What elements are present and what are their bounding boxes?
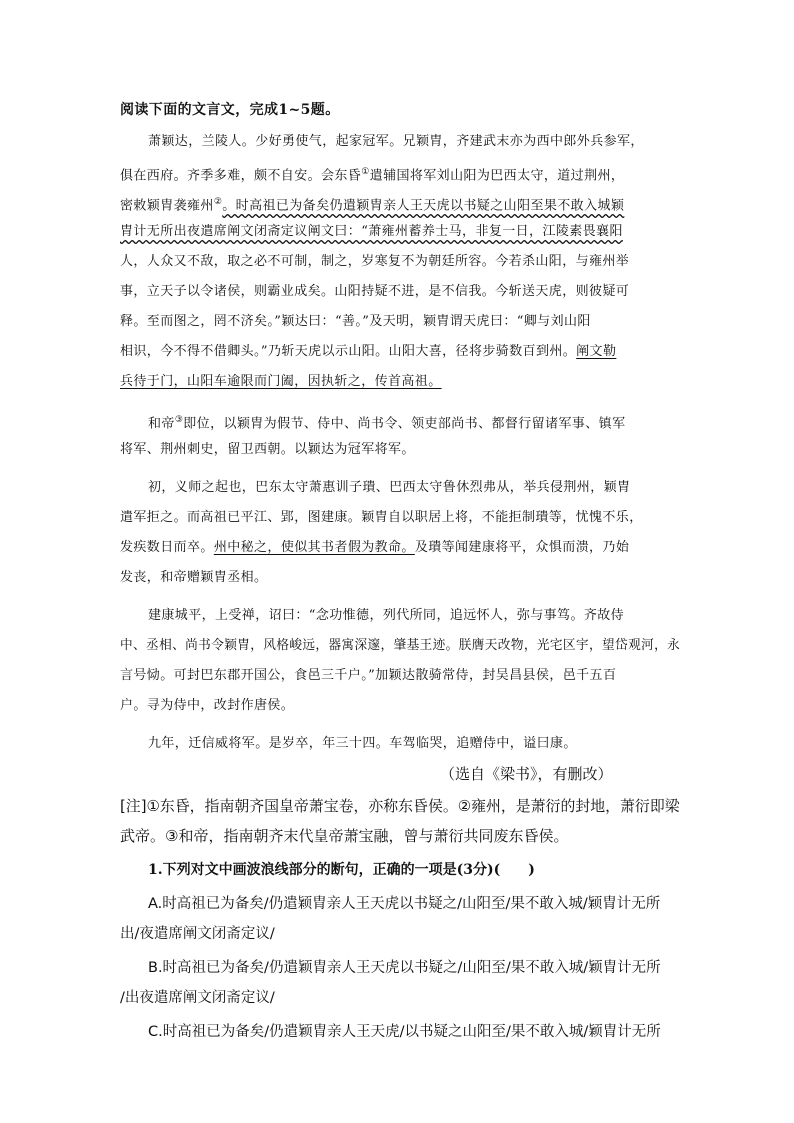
option-a-line1: A.时高祖已为备矣/仍遣颖胄亲人王天虎以书疑之/山阳至/果不敢入城/颖胄计无所 — [148, 896, 661, 912]
option-c-line1: C.时高祖已为备矣/仍遣颖胄亲人王天虎/以书疑之山阳至/果不敢入城/颖胄计无所 — [148, 1024, 661, 1040]
para1-line7: 释。至而图之，罔不济矣。”颖达曰：“善。”及天明，颖胄谓天虎曰：“卿与刘山阳 — [120, 314, 591, 329]
para4-line4: 户。寻为侍中，改封作唐侯。 — [120, 698, 295, 713]
para3-line3: 发疾数日而卒。州中秘之，使似其书者假为教命。及璝等闻建康将平，众惧而溃，乃始 — [120, 540, 630, 555]
para1-line8: 相识，今不得不借卿头。”乃斩天虎以示山阳。山阳大喜，径将步骑数百到州。阐文勒 — [120, 344, 617, 359]
para1-line4: 胄计无所出夜遣席阐文闭斋定议阐文曰：“萧雍州蓄养士马，非复一日，江陵素畏襄阳 — [120, 224, 623, 239]
para1-line3: 密敕颖胄袭雍州②。时高祖已为备矣仍遣颖胄亲人王天虎以书疑之山阳至果不敢入城颖 — [120, 197, 625, 214]
para1-line5: 人，人众又不敌，取之必不可制，制之，岁寒复不为朝廷所容。今若杀山阳，与雍州举 — [120, 254, 630, 269]
option-b-line1: B.时高祖已为备矣/仍遣颖胄亲人王天虎以书疑之/山阳至/果不敢入城/颖胄计无所 — [148, 960, 661, 976]
para4-line2: 中、丞相、尚书令颖胄，风格峻远，器寓深邃，肇基王迹。朕膺天改物，光宅区宇，望岱观河，永 — [120, 638, 681, 653]
para4-line1: 建康城平，上受禅，诏曰：“念功惟德，列代所同，追远怀人，弥与事笃。齐故侍 — [148, 608, 625, 623]
underlined-text: 州中秘之，使似其书者假为教命。 — [213, 540, 415, 555]
para2-line1: 和帝③即位，以颖胄为假节、侍中、尚书令、领吏部尚书、都督行留诸军事、镇军 — [148, 415, 626, 432]
para4-line3: 言号恸。可封巴东郡开国公，食邑三千户。”加颖达散骑常侍，封吴昌县侯，邑千五百 — [120, 668, 617, 683]
para3-line4: 发丧，和帝赠颖胄丞相。 — [120, 570, 268, 585]
para3-line1: 初，义师之起也，巴东太守萧惠训子璝、巴西太守鲁休烈弗从，举兵侵荆州，颖胄 — [148, 480, 631, 495]
notes-line1: [注]①东昏，指南朝齐国皇帝萧宝卷，亦称东昏侯。②雍州，是萧衍的封地，萧衍即梁 — [120, 797, 680, 815]
footnote-ref: ① — [361, 167, 370, 177]
para1-line6: 事，立天子以令诸侯，则霸业成矣。山阳持疑不进，是不信我。今斩送天虎，则彼疑可 — [120, 284, 630, 299]
option-b-line2: /出夜遣席阐文闭斋定议/ — [120, 990, 275, 1006]
section-heading: 阅读下面的文言文，完成1~5题。 — [120, 102, 340, 118]
footnote-ref: ② — [213, 197, 223, 207]
para2-line2: 将军、荆州刺史，留卫西朝。以颖达为冠军将军。 — [120, 442, 415, 457]
source-citation: （选自《梁书》，有删改） — [440, 765, 613, 783]
wavy-underlined-text: 。时高祖已为备矣仍遣颖胄亲人王天虎以书疑之山阳至果不敢入城颖 — [222, 198, 625, 214]
notes-line2: 武帝。③和帝，指南朝齐末代皇帝萧宝融，曾与萧衍共同废东昏侯。 — [120, 827, 569, 845]
para1-line9: 兵待于门，山阳车逾限而门阖，因执斩之，传首高祖。 — [120, 374, 442, 389]
question-1: 1.下列对文中画波浪线部分的断句，正确的一项是(3分)( ) — [148, 862, 535, 878]
para1-line1: 萧颖达，兰陵人。少好勇使气，起家冠军。兄颖胄，齐建武末亦为西中郎外兵参军， — [148, 134, 644, 149]
para1-line2: 俱在西府。齐季多难，颇不自安。会东昏①遣辅国将军刘山阳为巴西太守，道过荆州， — [120, 167, 625, 184]
underlined-text: 阐文勒 — [576, 344, 617, 359]
para5-line1: 九年，迁信威将军。是岁卒，年三十四。车驾临哭，追赠侍中，谥曰康。 — [148, 736, 577, 751]
option-a-line2: 出/夜遣席阐文闭斋定议/ — [120, 926, 275, 942]
para3-line2: 遣军拒之。而高祖已平江、郢，图建康。颖胄自以职居上将，不能拒制璝等，忧愧不乐， — [120, 510, 643, 525]
footnote-ref: ③ — [174, 415, 184, 425]
